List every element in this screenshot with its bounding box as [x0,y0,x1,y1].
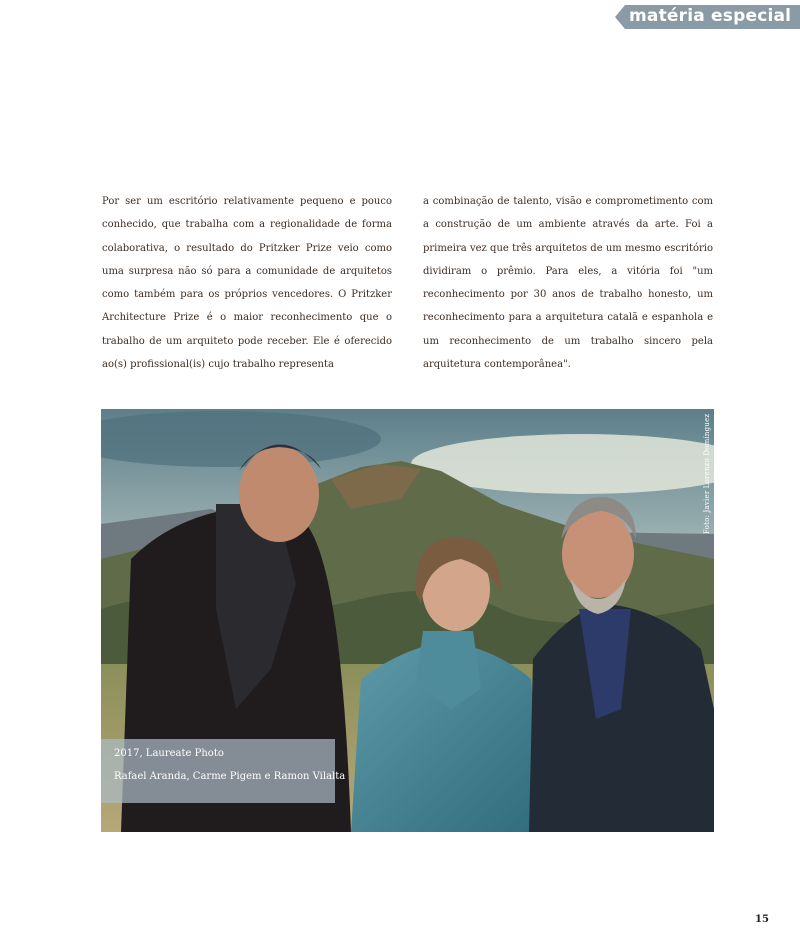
caption-title: 2017, Laureate Photo [114,748,224,759]
section-tag-label: matéria especial [629,6,792,26]
page-number: 15 [755,914,769,925]
section-tag [615,5,800,29]
photo-credit [700,412,714,537]
right-column-text: a combinação de talento, visão e comprometimento com a construção de um ambiente através da arte. Foi a primeira vez que três arquitetos de um mesmo escritório dividiram o prêmio. Para eles, a vitória foi "um reconhecimento por 30 anos de trabalho honesto, um reconhecimento para a arquitetura catalã e espanhola e um reconhecimento de um trabalho sincero pela arquitetura contemporânea". [423,196,713,371]
caption-names: Rafael Aranda, Carme Pigem e Ramon Vilalta [114,771,346,782]
right-column [423,190,713,376]
left-column-text: Por ser um escritório relativamente pequeno e pouco conhecido, que trabalha com a regionalidade de forma colaborativa, o resultado do Pritzker Prize veio como uma surpresa não só para a comunidade de arquitetos como também para os próprios vencedores. O Pritzker Architecture Prize é o maior reconhecimento que o trabalho de um arquiteto pode receber. Ele é oferecido ao(s) profissional(is) cujo trabalho representa [102,196,392,371]
left-column [102,190,392,376]
photo-credit-text: Foto: Javier Lorenzo Domínguez [703,413,711,534]
photo-caption [101,739,346,803]
